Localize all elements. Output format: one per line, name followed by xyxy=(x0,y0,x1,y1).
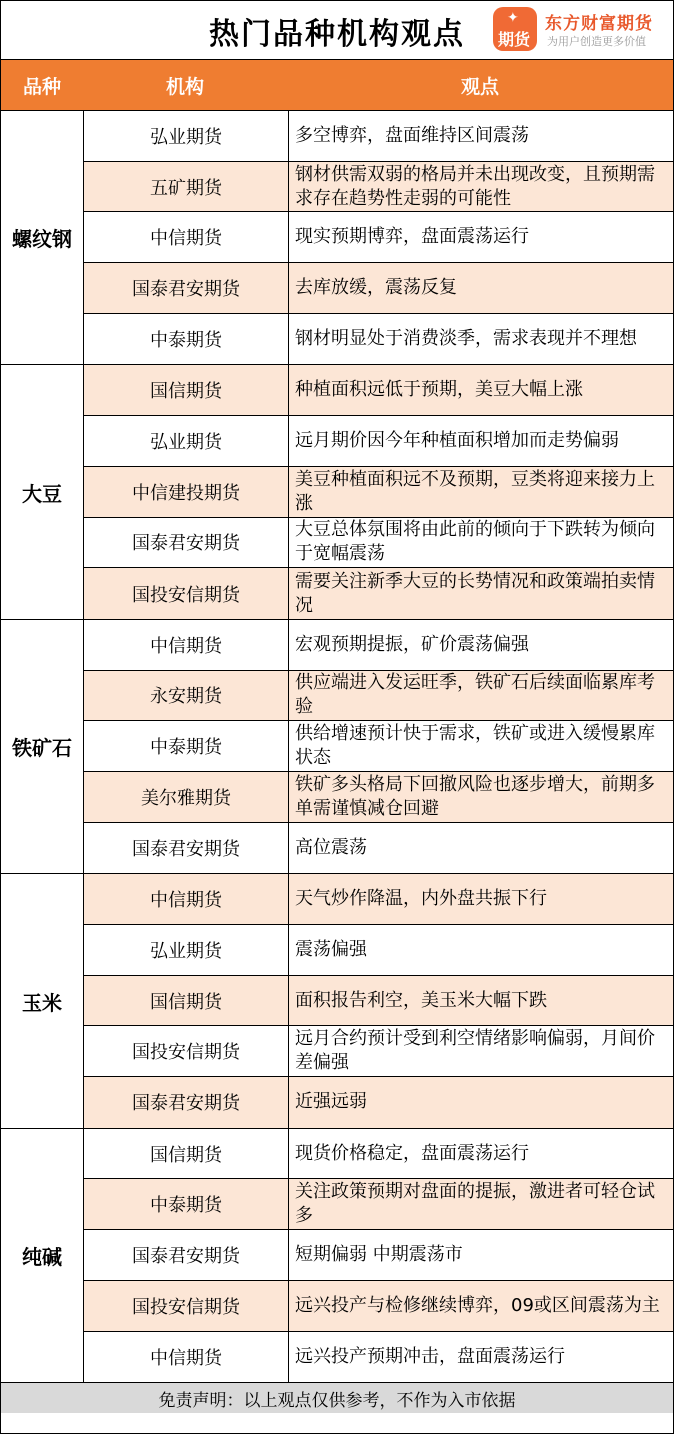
view-cell: 大豆总体氛围将由此前的倾向于下跌转为倾向于宽幅震荡 xyxy=(295,519,655,565)
table-row xyxy=(84,1026,673,1077)
header-variety: 品种 xyxy=(22,75,61,98)
variety-name: 铁矿石 xyxy=(1,620,84,873)
view-cell: 现货价格稳定，盘面震荡运行 xyxy=(295,1142,529,1164)
variety-group xyxy=(1,365,673,619)
page-title: 热门品种机构观点 xyxy=(209,17,465,52)
brand-logo xyxy=(493,7,663,53)
institution-cell: 国信期货 xyxy=(84,1129,289,1179)
institution-cell: 国投安信期货 xyxy=(84,1026,289,1076)
view-cell: 震荡偏强 xyxy=(295,938,367,960)
variety-name: 玉米 xyxy=(1,874,84,1127)
table-row xyxy=(84,212,673,263)
table-row xyxy=(84,365,673,416)
institution-cell: 中泰期货 xyxy=(84,1179,289,1229)
disclaimer: 免责声明：以上观点仅供参考，不作为入市依据 xyxy=(1,1383,673,1413)
view-cell: 去库放缓，震荡反复 xyxy=(295,276,457,298)
table-row xyxy=(84,314,673,365)
view-cell: 关注政策预期对盘面的提振，激进者可轻仓试多 xyxy=(295,1181,655,1227)
view-cell: 钢材供需双弱的格局并未出现改变，且预期需求存在趋势性走弱的可能性 xyxy=(295,163,655,209)
variety-rows xyxy=(84,1129,673,1382)
institution-cell: 国信期货 xyxy=(84,976,289,1026)
view-cell: 需要关注新季大豆的长势情况和政策端拍卖情况 xyxy=(295,570,655,616)
view-cell: 多空博弈，盘面维持区间震荡 xyxy=(295,124,529,146)
view-cell: 天气炒作降温，内外盘共振下行 xyxy=(295,888,547,910)
view-cell: 现实预期博弈，盘面震荡运行 xyxy=(295,226,529,248)
table-row xyxy=(84,721,673,772)
view-cell: 远兴投产与检修继续博弈，09或区间震荡为主 xyxy=(295,1294,660,1316)
institution-cell: 弘业期货 xyxy=(84,925,289,975)
logo-brand-name: 东方财富期货 xyxy=(545,14,653,34)
logo-badge xyxy=(493,7,537,51)
view-cell: 远月期价因今年种植面积增加而走势偏弱 xyxy=(295,429,619,451)
table-row xyxy=(84,162,673,213)
view-cell: 美豆种植面积远不及预期，豆类将迎来接力上涨 xyxy=(295,468,655,514)
logo-badge-text: 期货 xyxy=(498,30,531,49)
variety-rows xyxy=(84,111,673,364)
table-row xyxy=(84,1179,673,1230)
variety-name: 大豆 xyxy=(1,365,84,618)
table-row xyxy=(84,620,673,671)
header-view: 观点 xyxy=(460,75,499,98)
view-cell: 近强远弱 xyxy=(295,1091,367,1113)
table-row xyxy=(84,263,673,314)
variety-rows xyxy=(84,365,673,618)
header-institution: 机构 xyxy=(165,75,204,98)
institution-cell: 中信期货 xyxy=(84,620,289,670)
table-row xyxy=(84,467,673,518)
variety-group xyxy=(1,874,673,1128)
institution-cell: 中泰期货 xyxy=(84,721,289,771)
logo-tagline: 为用户创造更多价值 xyxy=(547,35,646,48)
table-row xyxy=(84,111,673,162)
institution-cell: 弘业期货 xyxy=(84,416,289,466)
view-cell: 远月合约预计受到利空情绪影响偏弱，月间价差偏强 xyxy=(295,1028,655,1074)
institution-cell: 弘业期货 xyxy=(84,111,289,161)
institution-cell: 国信期货 xyxy=(84,365,289,415)
table-row xyxy=(84,1077,673,1128)
table-row xyxy=(84,1129,673,1180)
institution-cell: 中信期货 xyxy=(84,212,289,262)
view-cell: 短期偏弱 中期震荡市 xyxy=(295,1243,463,1265)
institution-cell: 国泰君安期货 xyxy=(84,1077,289,1128)
institution-cell: 国投安信期货 xyxy=(84,568,289,619)
view-cell: 高位震荡 xyxy=(295,836,367,858)
table-header xyxy=(1,60,673,111)
view-cell: 宏观预期提振，矿价震荡偏强 xyxy=(295,633,529,655)
table-row xyxy=(84,416,673,467)
institution-cell: 中信建投期货 xyxy=(84,467,289,517)
view-cell: 远兴投产预期冲击，盘面震荡运行 xyxy=(295,1345,565,1367)
view-cell: 钢材明显处于消费淡季，需求表现并不理想 xyxy=(295,328,637,350)
table-row xyxy=(84,518,673,569)
table-row xyxy=(84,1332,673,1383)
variety-name: 纯碱 xyxy=(1,1129,84,1382)
table-row xyxy=(84,976,673,1027)
variety-group xyxy=(1,1129,673,1382)
table-row xyxy=(84,925,673,976)
view-cell: 铁矿多头格局下回撤风险也逐步增大，前期多单需谨慎减仓回避 xyxy=(295,773,655,819)
table-row xyxy=(84,671,673,722)
institution-cell: 五矿期货 xyxy=(84,162,289,212)
variety-rows xyxy=(84,620,673,873)
institution-cell: 永安期货 xyxy=(84,671,289,721)
institution-cell: 国投安信期货 xyxy=(84,1281,289,1331)
institution-cell: 中信期货 xyxy=(84,874,289,924)
view-cell: 供应端进入发运旺季，铁矿石后续面临累库考验 xyxy=(295,672,655,718)
view-cell: 面积报告利空，美玉米大幅下跌 xyxy=(295,989,547,1011)
institution-cell: 国泰君安期货 xyxy=(84,263,289,313)
table-row xyxy=(84,823,673,874)
table-row xyxy=(84,772,673,823)
variety-name: 螺纹钢 xyxy=(1,111,84,364)
table-row xyxy=(84,568,673,619)
institution-cell: 中泰期货 xyxy=(84,314,289,365)
institution-cell: 美尔雅期货 xyxy=(84,772,289,822)
institution-cell: 国泰君安期货 xyxy=(84,518,289,568)
institution-cell: 中信期货 xyxy=(84,1332,289,1383)
view-cell: 供给增速预计快于需求，铁矿或进入缓慢累库状态 xyxy=(295,723,655,769)
table-row xyxy=(84,1281,673,1332)
institution-cell: 国泰君安期货 xyxy=(84,1230,289,1280)
title-bar xyxy=(1,1,673,60)
variety-group xyxy=(1,620,673,874)
table-row xyxy=(84,1230,673,1281)
table-body xyxy=(1,111,673,1383)
variety-rows xyxy=(84,874,673,1127)
variety-group xyxy=(1,111,673,365)
institution-cell: 国泰君安期货 xyxy=(84,823,289,874)
logo-mark-icon: ✦ xyxy=(507,10,519,26)
view-cell: 种植面积远低于预期，美豆大幅上涨 xyxy=(295,379,583,401)
table-row xyxy=(84,874,673,925)
